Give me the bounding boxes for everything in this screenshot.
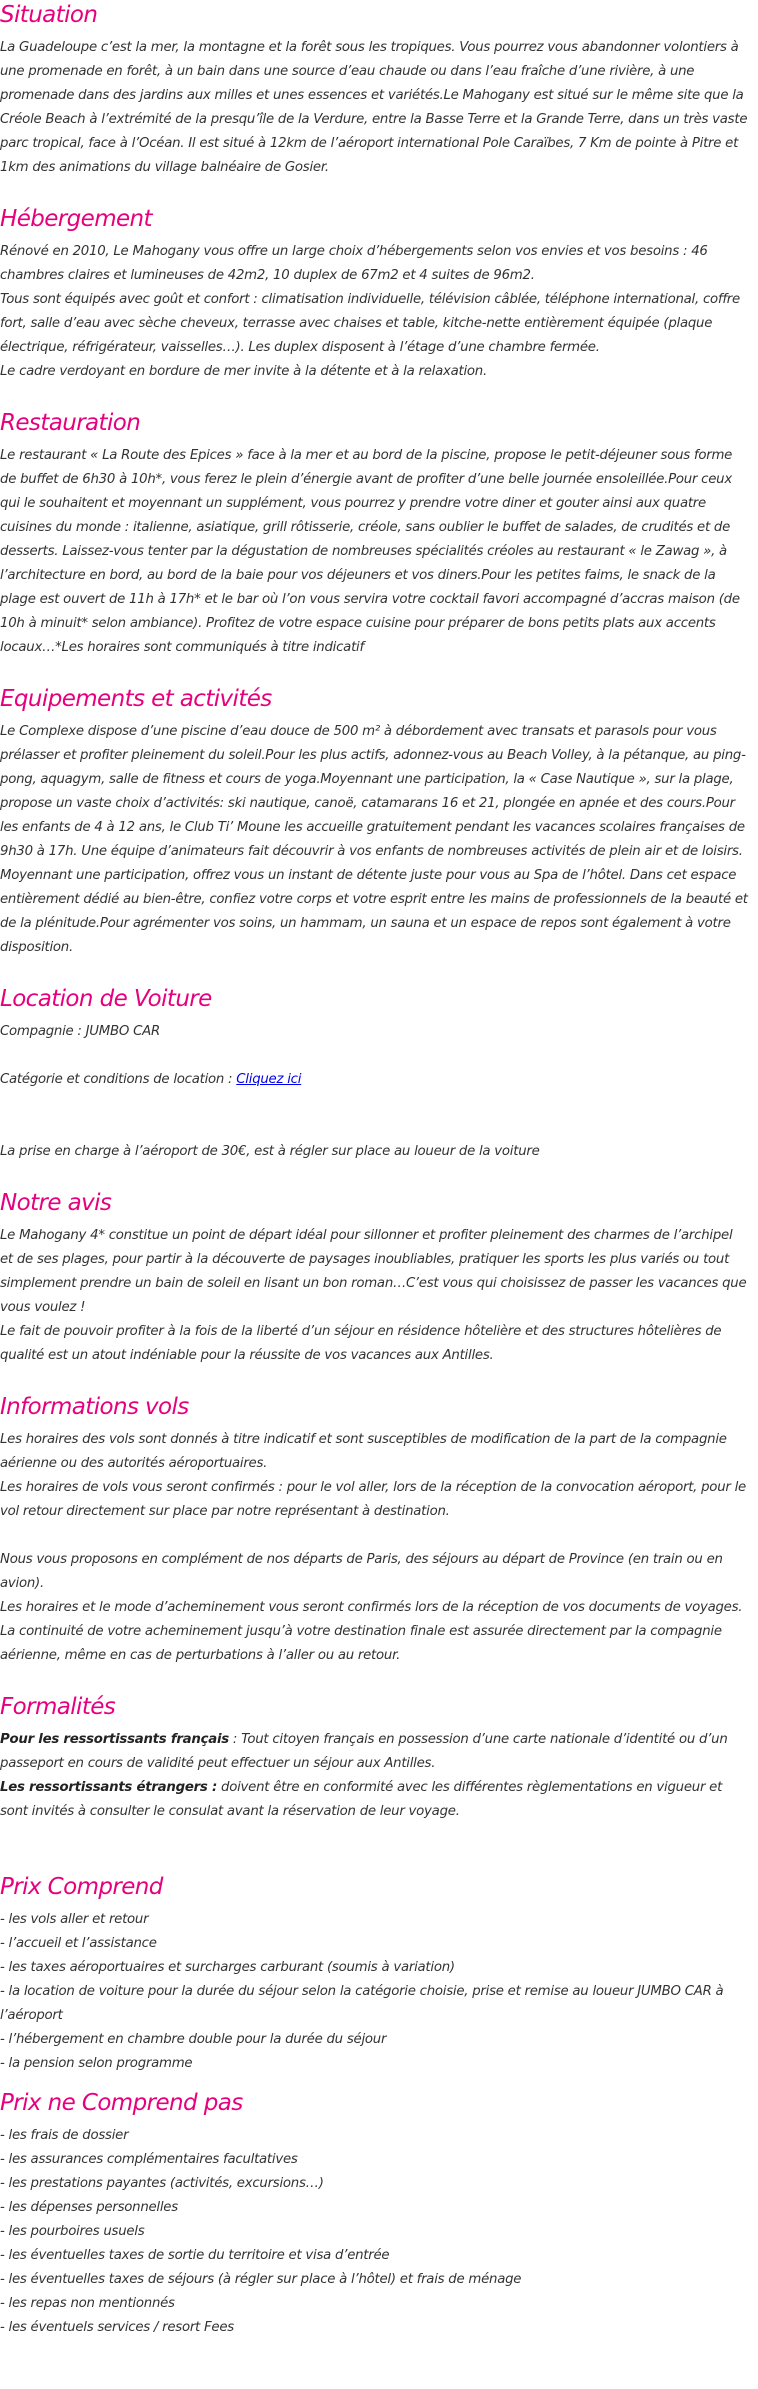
hebergement-heading: Hébergement: [0, 206, 152, 232]
list-item: - les repas non mentionnés: [0, 2296, 175, 2311]
list-item: - les éventuelles taxes de sortie du territoire et visa d’entrée: [0, 2248, 390, 2263]
situation-text: La Guadeloupe c’est la mer, la montagne et la forêt sous les tropiques. Vous pourrez vous abandonner volontiers à une promenade en forêt, à un bain dans une source d’eau chaude ou dans l’eau fraîche d’une rivière, à une promenade dans des jardins aux milles et unes essences et variétés.Le Mahogany est situé sur le même site que la Créole Beach à l’extrémité de la presqu’île de la Verdure, entre la Basse Terre et la Grande Terre, dans un très vaste parc tropical, face à l’Océan. Il est situé à 12km de l’aéroport international Pole Caraïbes, 7 Km de pointe à Pitre et 1km des animations du village balnéaire de Gosier.: [0, 40, 748, 175]
list-item: - l’accueil et l’assistance: [0, 1936, 157, 1951]
prix-ne-comprend-list: [0, 2124, 748, 2340]
prix-comprend-section: [0, 1872, 748, 2076]
location-heading: Location de Voiture: [0, 986, 212, 1012]
spacer: [0, 1524, 748, 1548]
formalites-francais-text: : Tout citoyen français en possession d’une carte nationale d’identité ou d’un passeport en cours de validité peut effectuer un séjour aux Antilles.: [0, 1732, 728, 1771]
list-item: - les pourboires usuels: [0, 2224, 145, 2239]
vols-text-2: Les horaires de vols vous seront confirmés : pour le vol aller, lors de la réception de la convocation aéroport, pour le vol retour directement sur place par notre représentant à destination.: [0, 1480, 746, 1519]
restauration-text: Le restaurant « La Route des Epices » face à la mer et au bord de la piscine, propose le petit-déjeuner sous forme de buffet de 6h30 à 10h*, vous ferez le plein d’énergie avant de profiter d’une belle journée ensoleillée.Pour ceux qui le souhaitent et moyennant un supplément, vous pourrez y prendre votre diner et gouter ainsi aux quatre cuisines du monde : italienne, asiatique, grill rôtisserie, créole, sans oublier le buffet de salades, de crudités et de desserts. Laissez-vous tenter par la dégustation de nombreuses spécialités créoles au restaurant « le Zawag », à l’architecture en bord, au bord de la baie pour vos déjeuners et vos diners.Pour les petites faims, le snack de la plage est ouvert de 11h à 17h* et le bar où l’on vous servira votre cocktail favori accompagné d’accras maison (de 10h à minuit* selon ambiance). Profitez de votre espace cuisine pour préparer de bons petits plats aux accents locaux…*Les horaires sont communiqués à titre indicatif: [0, 448, 740, 655]
formalites-heading: Formalités: [0, 1694, 116, 1720]
situation-section: [0, 0, 748, 180]
formalites-etrangers-text: doivent être en conformité avec les différentes règlementations en vigueur et sont invités à consulter le consulat avant la réservation de leur voyage.: [0, 1780, 723, 1819]
prix-comprend-list: [0, 1908, 748, 2076]
restauration-section: [0, 408, 748, 660]
prix-comprend-heading: Prix Comprend: [0, 1874, 163, 1900]
situation-heading: Situation: [0, 2, 98, 28]
restauration-heading: Restauration: [0, 410, 141, 436]
equipements-text: Le Complexe dispose d’une piscine d’eau douce de 500 m² à débordement avec transats et parasols pour vous prélasser et profiter pleinement du soleil.Pour les plus actifs, adonnez-vous au Beach Volley, à la pétanque, au ping-pong, aquagym, salle de fitness et cours de yoga.Moyennant une participation, la « Case Nautique », sur la plage, propose un vaste choix d’activités: ski nautique, canoë, catamarans 16 et 21, plongée en apnée et des cours.Pour les enfants de 4 à 12 ans, le Club Ti’ Moune les accueille gratuitement pendant les vacances scolaires françaises de 9h30 à 17h. Une équipe d’animateurs fait découvrir à vos enfants de nombreuses activités de plein air et de loisirs. Moyennant une participation, offrez vous un instant de détente juste pour vous au Spa de l’hôtel. Dans cet espace entièrement dédié au bien-être, confiez votre corps et votre esprit entre les mains de professionnels de la beauté et de la plénitude.Pour agrémenter vos soins, un hammam, un sauna et un espace de repos sont également à votre disposition.: [0, 724, 748, 955]
formalites-etrangers-label: Les ressortissants étrangers :: [0, 1780, 218, 1795]
avis-text-2: Le fait de pouvoir profiter à la fois de la liberté d’un séjour en résidence hôtelière et des structures hôtelières de qualité est un atout indéniable pour la réussite de vos vacances aux Antilles.: [0, 1324, 722, 1363]
vols-heading: Informations vols: [0, 1394, 189, 1420]
vols-text-5: La continuité de votre acheminement jusqu’à votre destination finale est assurée directement par la compagnie aérienne, même en cas de perturbations à l’aller ou au retour.: [0, 1624, 722, 1663]
equipements-heading: Equipements et activités: [0, 686, 272, 712]
list-item: - les vols aller et retour: [0, 1912, 149, 1927]
location-conditions-label: Catégorie et conditions de location :: [0, 1072, 237, 1087]
spacer: [0, 1116, 748, 1140]
vols-text-3: Nous vous proposons en complément de nos départs de Paris, des séjours au départ de Province (en train ou en avion).: [0, 1552, 723, 1591]
list-item: - la pension selon programme: [0, 2056, 193, 2071]
conditions-link[interactable]: Cliquez ici: [236, 1072, 302, 1087]
hebergement-text-1: Rénové en 2010, Le Mahogany vous offre un large choix d’hébergements selon vos envies et vos besoins : 46 chambres claires et lumineuses de 42m2, 10 duplex de 67m2 et 4 suites de 96m2.: [0, 244, 708, 283]
list-item: - les éventuelles taxes de séjours (à régler sur place à l’hôtel) et frais de ménage: [0, 2272, 522, 2287]
location-company: Compagnie : JUMBO CAR: [0, 1024, 160, 1039]
formalites-francais: [0, 1728, 748, 1776]
hebergement-section: [0, 204, 748, 384]
vols-section: [0, 1392, 748, 1668]
spacer: [0, 1044, 748, 1068]
list-item: - les taxes aéroportuaires et surcharges carburant (soumis à variation): [0, 1960, 455, 1975]
avis-text-1: Le Mahogany 4* constitue un point de départ idéal pour sillonner et profiter pleinement des charmes de l’archipel et de ses plages, pour partir à la découverte de paysages inoubliables, pratiquer les sports les plus variés ou tout simplement prendre un bain de soleil en lisant un bon roman…C’est vous qui choisissez de passer les vacances que vous voulez !: [0, 1228, 747, 1315]
list-item: - les éventuels services / resort Fees: [0, 2320, 234, 2335]
prix-ne-comprend-heading: Prix ne Comprend pas: [0, 2090, 243, 2116]
avis-section: [0, 1188, 748, 1368]
vols-text-1: Les horaires des vols sont donnés à titre indicatif et sont susceptibles de modification de la part de la compagnie aérienne ou des autorités aéroportuaires.: [0, 1432, 727, 1471]
list-item: - les frais de dossier: [0, 2128, 129, 2143]
list-item: - l’hébergement en chambre double pour la durée du séjour: [0, 2032, 387, 2047]
list-item: - la location de voiture pour la durée du séjour selon la catégorie choisie, prise et remise au loueur JUMBO CAR à l’aéroport: [0, 1984, 724, 2023]
list-item: - les dépenses personnelles: [0, 2200, 178, 2215]
prix-ne-comprend-section: [0, 2088, 748, 2340]
spacer: [0, 1092, 748, 1116]
hebergement-text-3: Le cadre verdoyant en bordure de mer invite à la détente et à la relaxation.: [0, 364, 487, 379]
formalites-francais-label: Pour les ressortissants français: [0, 1732, 229, 1747]
hebergement-text-2: Tous sont équipés avec goût et confort : climatisation individuelle, télévision câblée, téléphone international, coffre fort, salle d’eau avec sèche cheveux, terrasse avec chaises et table, kitche-nette entièrement équipée (plaque électrique, réfrigérateur, vaisselles…). Les duplex disposent à l’étage d’une chambre fermée.: [0, 292, 740, 355]
location-pickup: La prise en charge à l’aéroport de 30€, est à régler sur place au loueur de la voiture: [0, 1144, 540, 1159]
vols-text-4: Les horaires et le mode d’acheminement vous seront confirmés lors de la réception de vos documents de voyages.: [0, 1600, 743, 1615]
list-item: - les assurances complémentaires facultatives: [0, 2152, 298, 2167]
location-conditions: [0, 1068, 748, 1092]
list-item: - les prestations payantes (activités, excursions…): [0, 2176, 324, 2191]
formalites-etrangers: [0, 1776, 748, 1824]
formalites-section: [0, 1692, 748, 1824]
equipements-section: [0, 684, 748, 960]
location-section: [0, 984, 748, 1164]
avis-heading: Notre avis: [0, 1190, 112, 1216]
